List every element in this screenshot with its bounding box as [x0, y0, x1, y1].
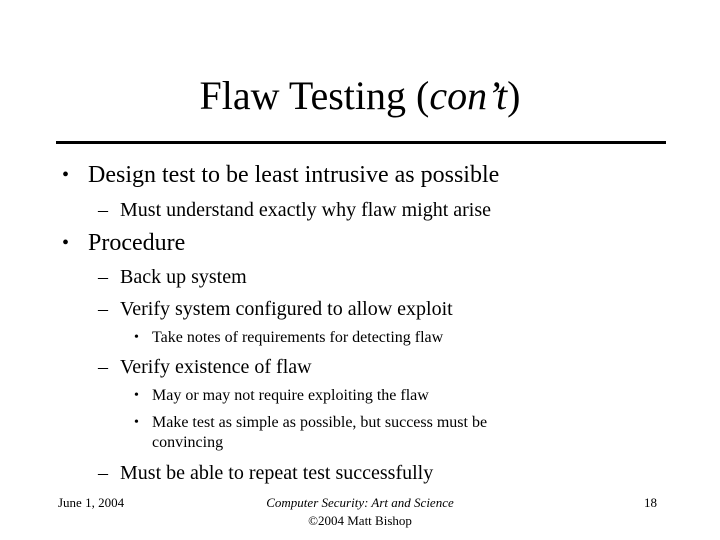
- bullet-marker: •: [62, 232, 70, 254]
- page-number: 18: [644, 495, 657, 510]
- bullet-marker: •: [134, 388, 139, 403]
- footer-credit: [220, 494, 500, 530]
- footer-course: Computer Security: Art and Science: [266, 495, 454, 510]
- dash-marker: –: [98, 266, 108, 288]
- slide-title: [0, 72, 720, 120]
- subsubbullet-text-line2: convincing: [152, 434, 224, 451]
- title-main: Flaw Testing (: [199, 73, 430, 118]
- bullet-marker: •: [134, 330, 139, 345]
- title-italic: con’t: [429, 73, 508, 118]
- dash-marker: –: [98, 199, 108, 221]
- footer-copyright: ©2004 Matt Bishop: [308, 513, 412, 528]
- title-divider: [56, 141, 666, 144]
- bullet-marker: •: [134, 415, 139, 430]
- dash-marker: –: [98, 298, 108, 320]
- subsubbullet-text: Take notes of requirements for detecting flaw: [152, 329, 444, 346]
- subbullet-text: Verify system configured to allow exploit: [120, 298, 453, 320]
- subbullet-text: Back up system: [120, 266, 247, 288]
- subbullet-text: Verify existence of flaw: [120, 356, 312, 378]
- bullet-text: Design test to be least intrusive as possible: [88, 162, 500, 188]
- bullet-marker: •: [62, 164, 70, 186]
- bullet-text: Procedure: [88, 230, 186, 256]
- title-close: ): [507, 73, 521, 118]
- footer-date: June 1, 2004: [58, 495, 125, 510]
- subbullet-text: Must be able to repeat test successfully: [120, 462, 434, 484]
- subsubbullet-text: May or may not require exploiting the flaw: [152, 387, 429, 404]
- subbullet-text: Must understand exactly why flaw might arise: [120, 199, 492, 221]
- dash-marker: –: [98, 356, 108, 378]
- subsubbullet-text-line1: Make test as simple as possible, but success must be: [152, 414, 488, 431]
- dash-marker: –: [98, 462, 108, 484]
